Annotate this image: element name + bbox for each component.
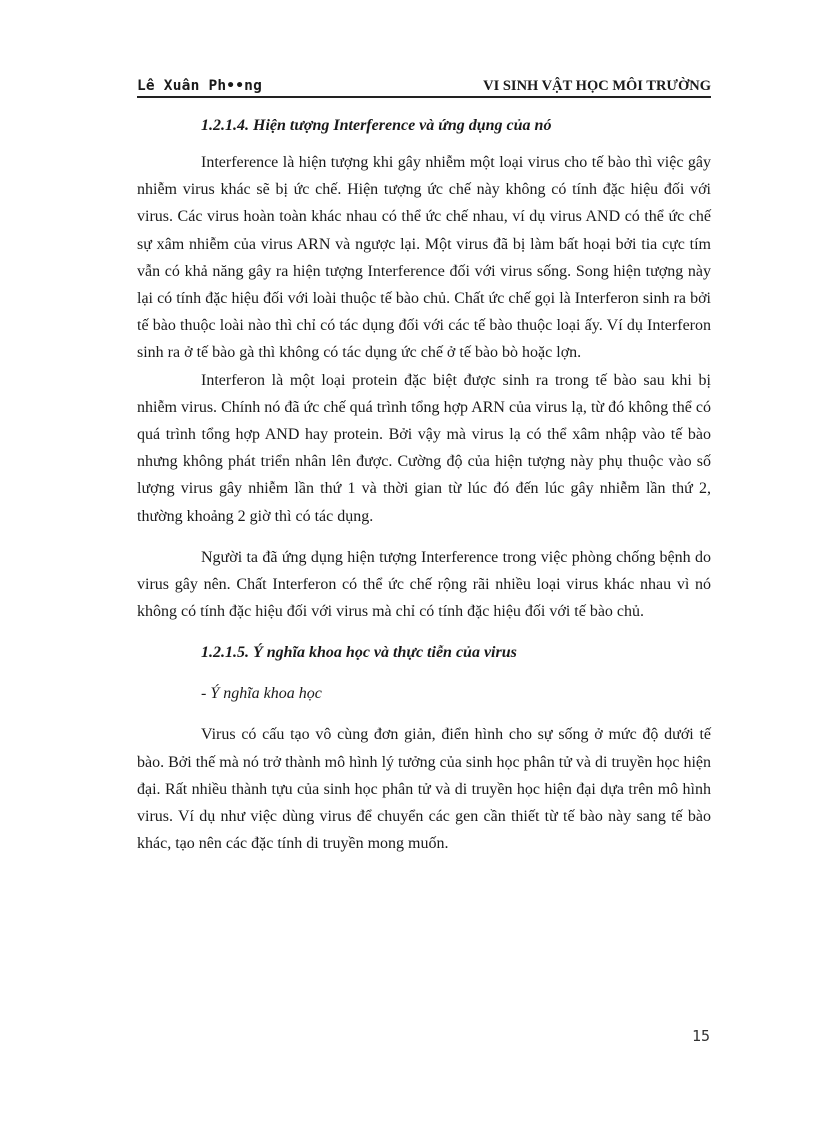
section-heading-virus-significance: 1.2.1.5. Ý nghĩa khoa học và thực tiễn của virus: [201, 644, 517, 662]
page-number: 15: [691, 1027, 710, 1045]
paragraph-interference-application: Người ta đã ứng dụng hiện tượng Interference trong việc phòng chống bệnh do virus gây nên. Chất Interferon có thể ức chế rộng rãi nhiều loại virus khác nhau vì nó không có tính đặc hiệu đối với virus mà chỉ có tính đặc hiệu đối với tế bào chủ.: [137, 548, 711, 621]
subheading-scientific-significance: - Ý nghĩa khoa học: [201, 685, 322, 703]
header-title: VI SINH VẬT HỌC MÔI TRƯỜNG: [483, 78, 711, 94]
page-header: [137, 74, 711, 98]
paragraph-interferon: Interferon là một loại protein đặc biệt được sinh ra trong tế bào sau khi bị nhiễm virus. Chính nó đã ức chế quá trình tổng hợp ARN của virus lạ, từ đó không thể có quá trình tổng hợp AND hay protein. Bởi vậy mà virus lạ có thể xâm nhập vào tế bào nhưng không phát triển nhân lên được. Cường độ của hiện tượng này phụ thuộc vào số lượng virus gây nhiễm lần thứ 1 và thời gian từ lúc đó đến lúc gây nhiễm lần thứ 2, thường khoảng 2 giờ thì có tác dụng.: [137, 371, 711, 525]
header-author: Lê Xuân Ph••ng: [137, 78, 263, 94]
page-content: [137, 112, 711, 857]
paragraph-virus-scientific: Virus có cấu tạo vô cùng đơn giản, điển hình cho sự sống ở mức độ dưới tế bào. Bởi thế mà nó trở thành mô hình lý tưởng của sinh học phân tử và di truyền học hiện đại. Rất nhiều thành tựu của sinh học phân tử và di truyền học hiện đại dựa trên mô hình virus. Ví dụ như việc dùng virus để chuyển các gen cần thiết từ tế bào này sang tế bào khác, tạo nên các đặc tính di truyền mong muốn.: [137, 726, 711, 853]
paragraph-interference-definition: Interference là hiện tượng khi gây nhiễm một loại virus cho tế bào thì việc gây nhiễm virus khác sẽ bị ức chế. Hiện tượng ức chế này không có tính đặc hiệu đối với virus. Các virus hoàn toàn khác nhau có thể ức chế nhau, ví dụ virus AND có thể ức chế sự xâm nhiễm của virus ARN và ngược lại. Một virus đã bị làm bất hoại bởi tia cực tím vẫn có khả năng gây ra hiện tượng Interference đối với virus sống. Song hiện tượng này lại có tính đặc hiệu đối với loài thuộc tế bào chủ. Chất ức chế gọi là Interferon sinh ra bởi tế bào thuộc loài nào thì chỉ có tác dụng đối với các tế bào thuộc loại ấy. Ví dụ Interferon sinh ra ở tế bào gà thì không có tác dụng ức chế ở tế bào bò hoặc lợn.: [137, 154, 711, 362]
section-heading-interference: 1.2.1.4. Hiện tượng Interference và ứng dụng của nó: [201, 117, 552, 134]
